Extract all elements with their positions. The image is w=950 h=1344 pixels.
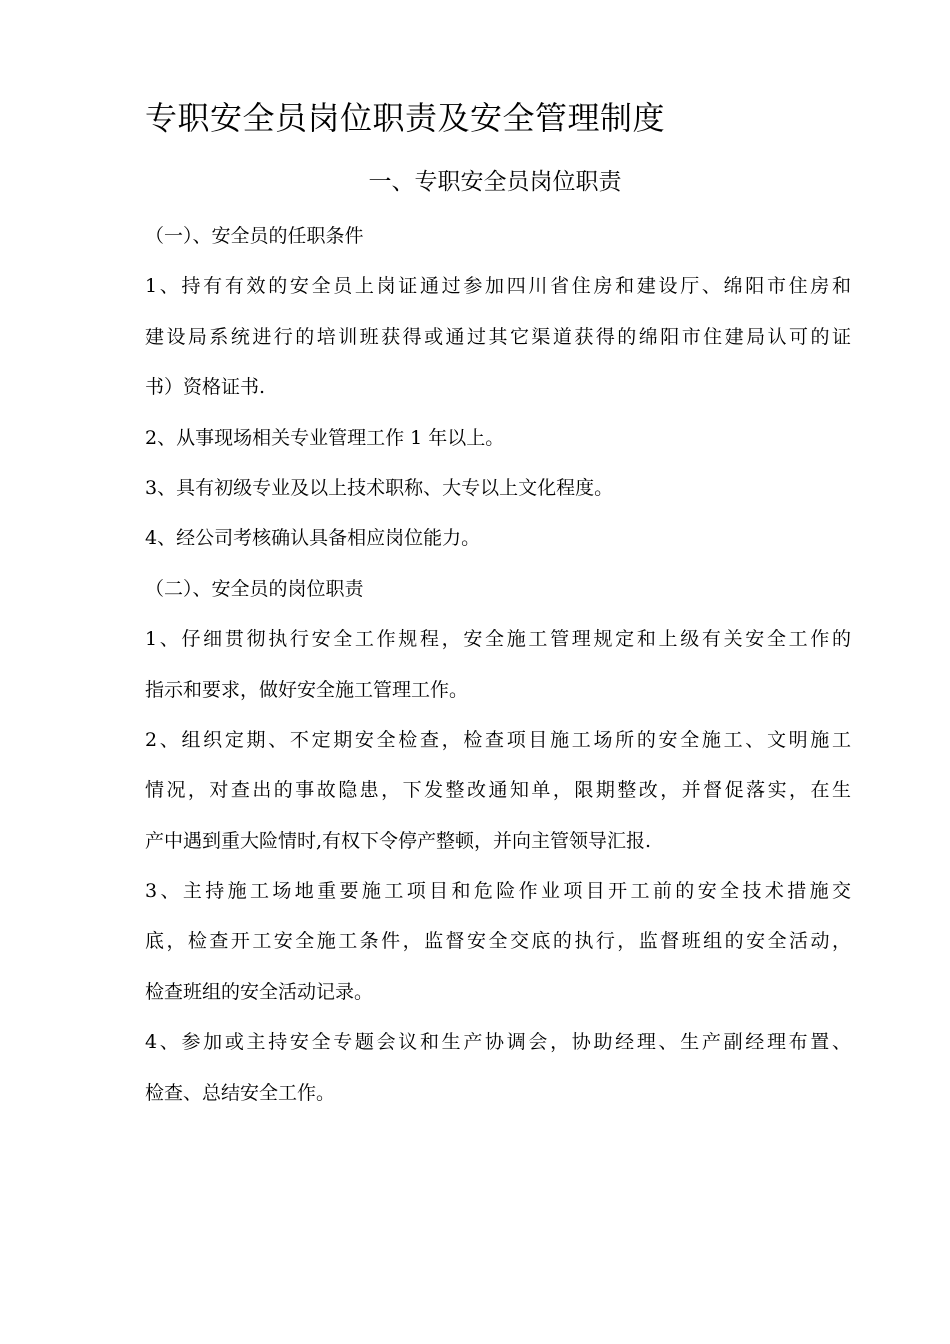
paragraph-line: 检查、总结安全工作。 bbox=[145, 1081, 336, 1104]
subsection-heading: （一）、安全员的任职条件 bbox=[145, 225, 364, 247]
paragraph-line: 产中遇到重大险情时,有权下令停产整顿，并向主管领导汇报. bbox=[145, 829, 652, 852]
paragraph-line: 检查班组的安全活动记录。 bbox=[145, 980, 374, 1003]
document-title: 专职安全员岗位职责及安全管理制度 bbox=[145, 99, 666, 137]
paragraph-line: 1、持有有效的安全员上岗证通过参加四川省住房和建设厅、绵阳市住房和 bbox=[145, 275, 851, 298]
paragraph-line: 1、仔细贯彻执行安全工作规程，安全施工管理规定和上级有关安全工作的 bbox=[145, 628, 851, 651]
subsection-heading: （二）、安全员的岗位职责 bbox=[145, 577, 364, 600]
section-title: 一、专职安全员岗位职责 bbox=[368, 169, 622, 195]
paragraph-line: 指示和要求，做好安全施工管理工作。 bbox=[145, 678, 469, 701]
paragraph-line: 2、组织定期、不定期安全检查，检查项目施工场所的安全施工、文明施工 bbox=[145, 728, 851, 751]
paragraph-line: 建设局系统进行的培训班获得或通过其它渠道获得的绵阳市住建局认可的证 bbox=[145, 325, 851, 348]
paragraph-line: 3、主持施工场地重要施工项目和危险作业项目开工前的安全技术措施交 bbox=[145, 880, 851, 903]
paragraph-line: 2、从事现场相关专业管理工作 1 年以上。 bbox=[145, 426, 505, 449]
paragraph-line: 情况，对查出的事故隐患，下发整改通知单，限期整改，并督促落实，在生 bbox=[145, 779, 851, 802]
paragraph-line: 4、经公司考核确认具备相应岗位能力。 bbox=[145, 527, 481, 550]
paragraph-line: 底，检查开工安全施工条件，监督安全交底的执行，监督班组的安全活动， bbox=[145, 930, 851, 953]
paragraph-line: 书）资格证书. bbox=[145, 376, 266, 399]
paragraph-line: 4、参加或主持安全专题会议和生产协调会，协助经理、生产副经理布置、 bbox=[145, 1031, 851, 1054]
document-body bbox=[145, 211, 851, 1118]
paragraph-line: 3、具有初级专业及以上技术职称、大专以上文化程度。 bbox=[145, 476, 614, 499]
